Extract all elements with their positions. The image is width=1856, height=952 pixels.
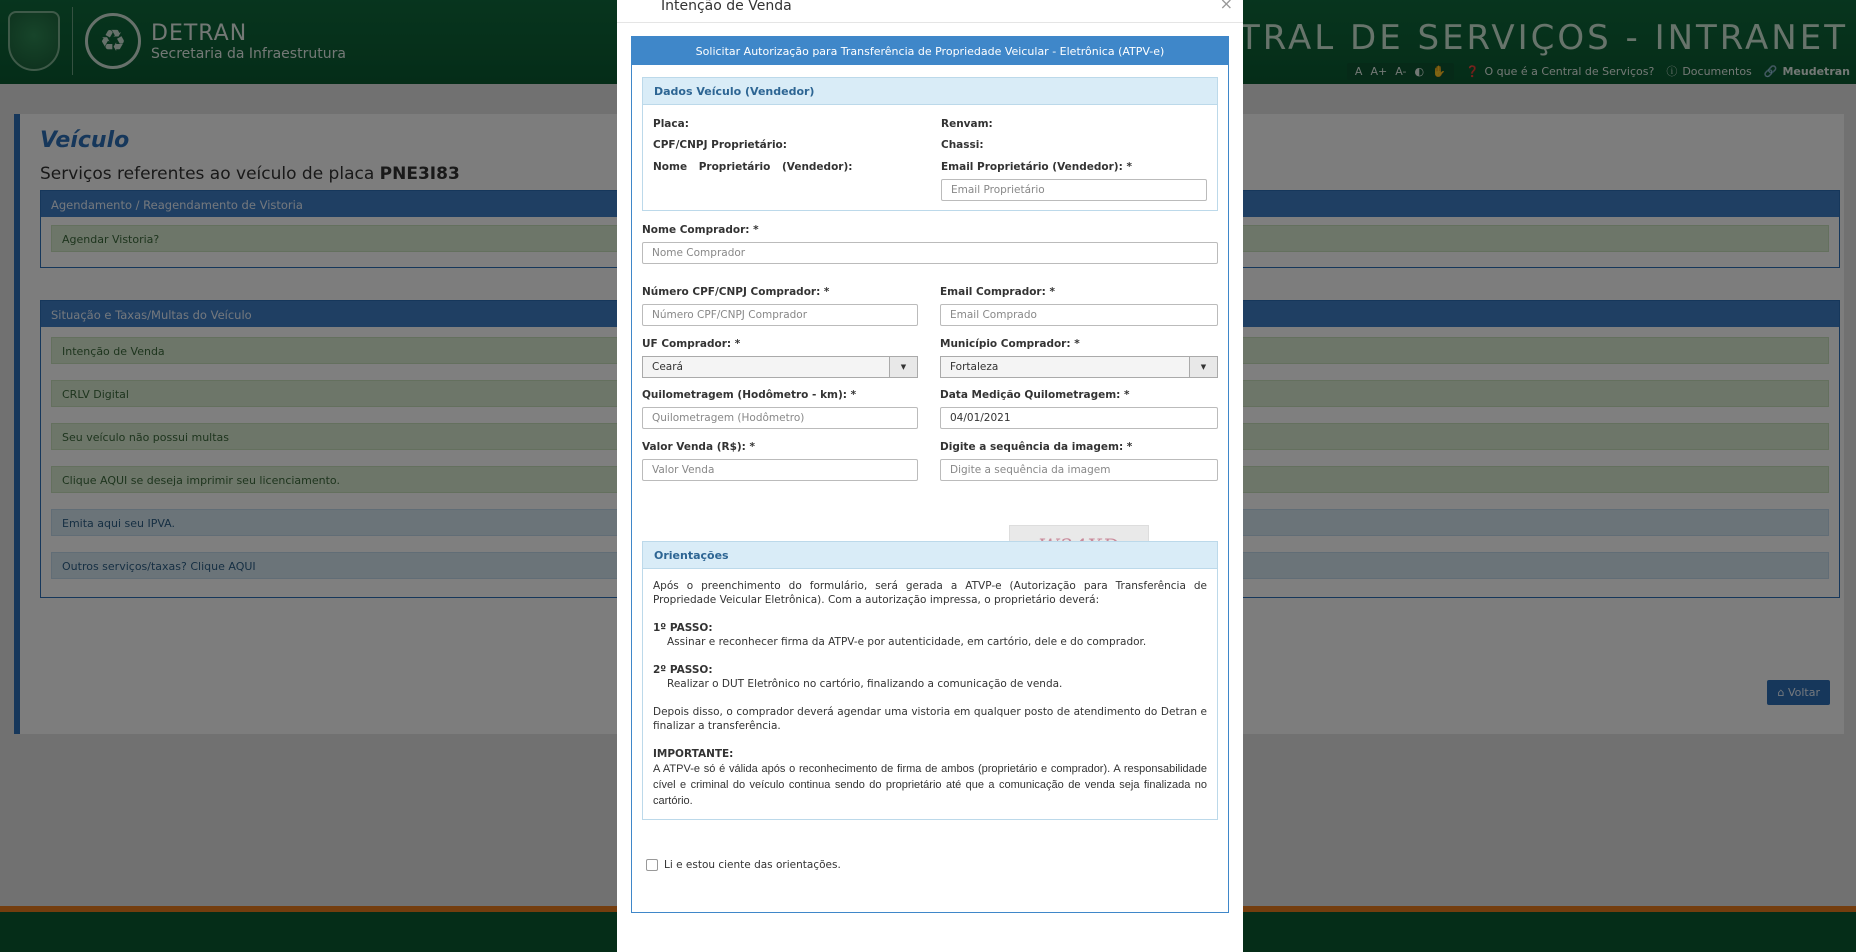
modal-divider — [617, 22, 1243, 23]
seller-section-title: Dados Veículo (Vendedor) — [643, 78, 1217, 105]
close-icon[interactable]: × — [1219, 0, 1233, 13]
owner-email-input[interactable]: Email Proprietário — [941, 179, 1207, 201]
guidelines-after: Depois disso, o comprador deverá agendar uma vistoria em qualquer posto de atendimento do Detran e finalizar a transferência. — [653, 706, 1207, 732]
agree-checkbox[interactable] — [646, 859, 658, 871]
odometer-date-label: Data Medição Quilometragem: * — [940, 389, 1130, 401]
captcha-input[interactable]: Digite a sequência da imagem — [940, 459, 1218, 481]
guidelines-title: Orientações — [643, 542, 1217, 569]
buyer-doc-input[interactable]: Número CPF/CNPJ Comprador — [642, 304, 918, 326]
atpv-panel — [631, 36, 1229, 913]
owner-name-label: Nome Proprietário (Vendedor): — [653, 161, 853, 173]
chevron-down-icon[interactable]: ▼ — [889, 357, 917, 377]
guidelines-body — [643, 569, 1217, 819]
buyer-name-label: Nome Comprador: * — [642, 224, 759, 236]
buyer-name-input[interactable]: Nome Comprador — [642, 242, 1218, 264]
captcha-label: Digite a sequência da imagem: * — [940, 441, 1133, 453]
seller-section — [642, 77, 1218, 211]
odometer-date-input[interactable]: 04/01/2021 — [940, 407, 1218, 429]
buyer-email-label: Email Comprador: * — [940, 286, 1055, 298]
buyer-email-input[interactable]: Email Comprado — [940, 304, 1218, 326]
renavam-label: Renvam: — [941, 118, 993, 130]
owner-doc-label: CPF/CNPJ Proprietário: — [653, 139, 787, 151]
agree-row[interactable] — [646, 859, 841, 871]
step1-text: Assinar e reconhecer firma da ATPV-e por autenticidade, em cartório, dele e do comprador. — [667, 636, 1147, 648]
buyer-uf-select[interactable] — [642, 356, 918, 378]
buyer-doc-label: Número CPF/CNPJ Comprador: * — [642, 286, 830, 298]
sale-intent-modal — [617, 0, 1243, 952]
atpv-panel-title: Solicitar Autorização para Transferência de Propriedade Veicular - Eletrônica (ATPV-e) — [632, 37, 1228, 65]
step2-text: Realizar o DUT Eletrônico no cartório, finalizando a comunicação de venda. — [667, 678, 1063, 690]
important-text: A ATPV-e só é válida após o reconhecimento de firma de ambos (proprietário e comprador). A responsabilidade cível e criminal do veículo continua sendo do proprietário até que a comunicação de venda seja finalizada no cartório. — [653, 763, 1207, 807]
agree-label[interactable]: Li e estou ciente das orientações. — [664, 859, 841, 871]
important-title: IMPORTANTE: — [653, 748, 734, 760]
chassis-label: Chassi: — [941, 139, 984, 151]
step2-title: 2º PASSO: — [653, 664, 713, 676]
modal-title: Intenção de Venda — [661, 0, 792, 14]
buyer-city-value: Fortaleza — [950, 361, 999, 373]
buyer-city-select[interactable] — [940, 356, 1218, 378]
odometer-input[interactable]: Quilometragem (Hodômetro) — [642, 407, 918, 429]
sale-price-label: Valor Venda (R$): * — [642, 441, 756, 453]
step1-title: 1º PASSO: — [653, 622, 713, 634]
guidelines-section — [642, 541, 1218, 820]
guidelines-intro: Após o preenchimento do formulário, será gerada a ATVP-e (Autorização para Transferência de Propriedade Veicular Eletrônica). Com a autorização impressa, o proprietário deverá: — [653, 580, 1207, 606]
odometer-label: Quilometragem (Hodômetro - km): * — [642, 389, 857, 401]
owner-email-label: Email Proprietário (Vendedor): * — [941, 161, 1132, 173]
buyer-uf-value: Ceará — [652, 361, 683, 373]
buyer-uf-label: UF Comprador: * — [642, 338, 741, 350]
plate-label: Placa: — [653, 118, 689, 130]
chevron-down-icon[interactable]: ▼ — [1189, 357, 1217, 377]
sale-price-input[interactable]: Valor Venda — [642, 459, 918, 481]
buyer-city-label: Município Comprador: * — [940, 338, 1080, 350]
